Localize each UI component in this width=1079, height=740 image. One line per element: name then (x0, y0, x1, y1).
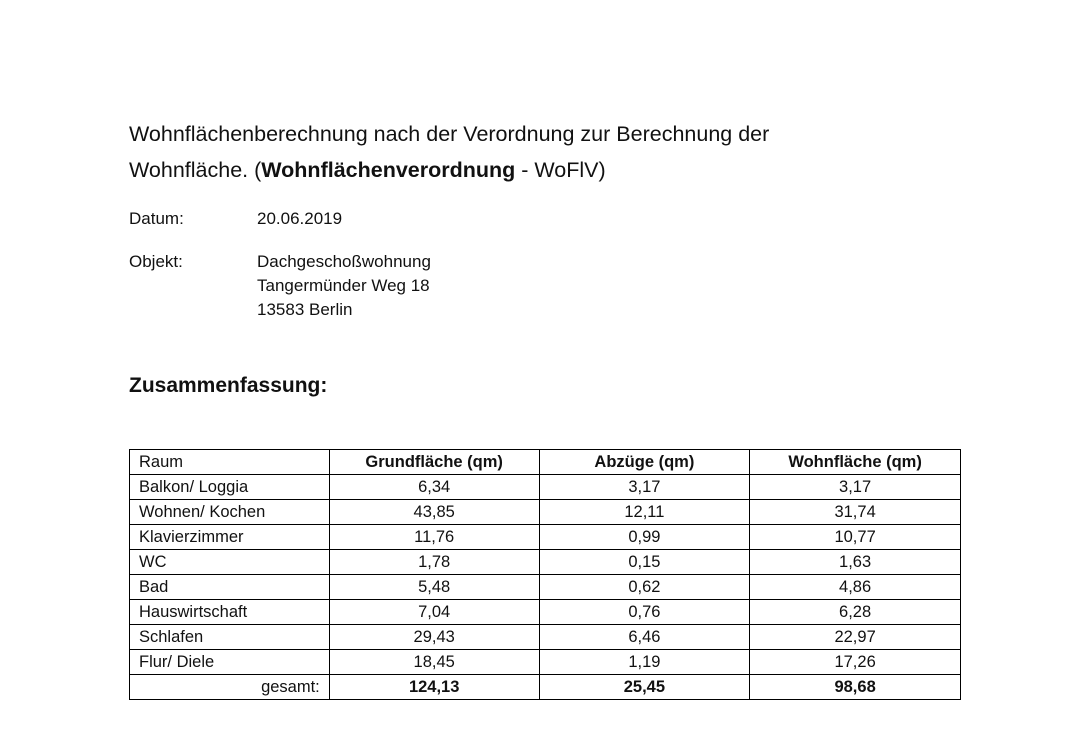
summary-heading: Zusammenfassung: (129, 374, 328, 397)
table-row (130, 600, 961, 625)
title-line-2 (129, 152, 929, 188)
summary-table (129, 449, 961, 700)
base-area: 43,85 (329, 500, 539, 525)
header-deductions: Abzüge (qm) (539, 450, 750, 475)
header-living-area: Wohnfläche (qm) (750, 450, 961, 475)
header-base-area: Grundfläche (qm) (329, 450, 539, 475)
room-name: Flur/ Diele (130, 650, 330, 675)
table-row (130, 500, 961, 525)
living-area: 31,74 (750, 500, 961, 525)
deductions: 1,19 (539, 650, 750, 675)
table-row (130, 550, 961, 575)
base-area: 6,34 (329, 475, 539, 500)
living-area: 4,86 (750, 575, 961, 600)
living-area: 3,17 (750, 475, 961, 500)
deductions: 0,15 (539, 550, 750, 575)
living-area: 22,97 (750, 625, 961, 650)
living-area: 6,28 (750, 600, 961, 625)
total-deductions: 25,45 (539, 675, 750, 700)
table-header-row (130, 450, 961, 475)
base-area: 18,45 (329, 650, 539, 675)
living-area: 17,26 (750, 650, 961, 675)
header-room: Raum (130, 450, 330, 475)
deductions: 0,99 (539, 525, 750, 550)
table-row (130, 625, 961, 650)
object-label: Objekt: (129, 252, 183, 271)
object-line-2: Tangermünder Weg 18 (257, 276, 430, 295)
object-address (257, 250, 431, 322)
table-row (130, 650, 961, 675)
title-line-2-prefix: Wohnfläche. ( (129, 158, 262, 182)
base-area: 7,04 (329, 600, 539, 625)
room-name: WC (130, 550, 330, 575)
room-name: Bad (130, 575, 330, 600)
object-line-3: 13583 Berlin (257, 300, 353, 319)
deductions: 6,46 (539, 625, 750, 650)
room-name: Balkon/ Loggia (130, 475, 330, 500)
room-name: Hauswirtschaft (130, 600, 330, 625)
date-label: Datum: (129, 209, 184, 228)
room-name: Wohnen/ Kochen (130, 500, 330, 525)
title-line-2-suffix: - WoFlV) (515, 158, 606, 182)
document-title (129, 116, 929, 188)
object-line-1: Dachgeschoßwohnung (257, 252, 431, 271)
table-row (130, 525, 961, 550)
deductions: 3,17 (539, 475, 750, 500)
room-name: Schlafen (130, 625, 330, 650)
title-line-1: Wohnflächenberechnung nach der Verordnung zur Berechnung der (129, 122, 770, 146)
base-area: 11,76 (329, 525, 539, 550)
living-area: 10,77 (750, 525, 961, 550)
total-label: gesamt: (130, 675, 330, 700)
table-total-row (130, 675, 961, 700)
date-value: 20.06.2019 (257, 209, 343, 228)
deductions: 12,11 (539, 500, 750, 525)
table-row (130, 475, 961, 500)
base-area: 29,43 (329, 625, 539, 650)
room-name: Klavierzimmer (130, 525, 330, 550)
living-area: 1,63 (750, 550, 961, 575)
title-line-2-bold: Wohnflächenverordnung (261, 158, 516, 182)
total-base-area: 124,13 (329, 675, 539, 700)
total-living-area: 98,68 (750, 675, 961, 700)
base-area: 1,78 (329, 550, 539, 575)
deductions: 0,62 (539, 575, 750, 600)
deductions: 0,76 (539, 600, 750, 625)
base-area: 5,48 (329, 575, 539, 600)
table-row (130, 575, 961, 600)
